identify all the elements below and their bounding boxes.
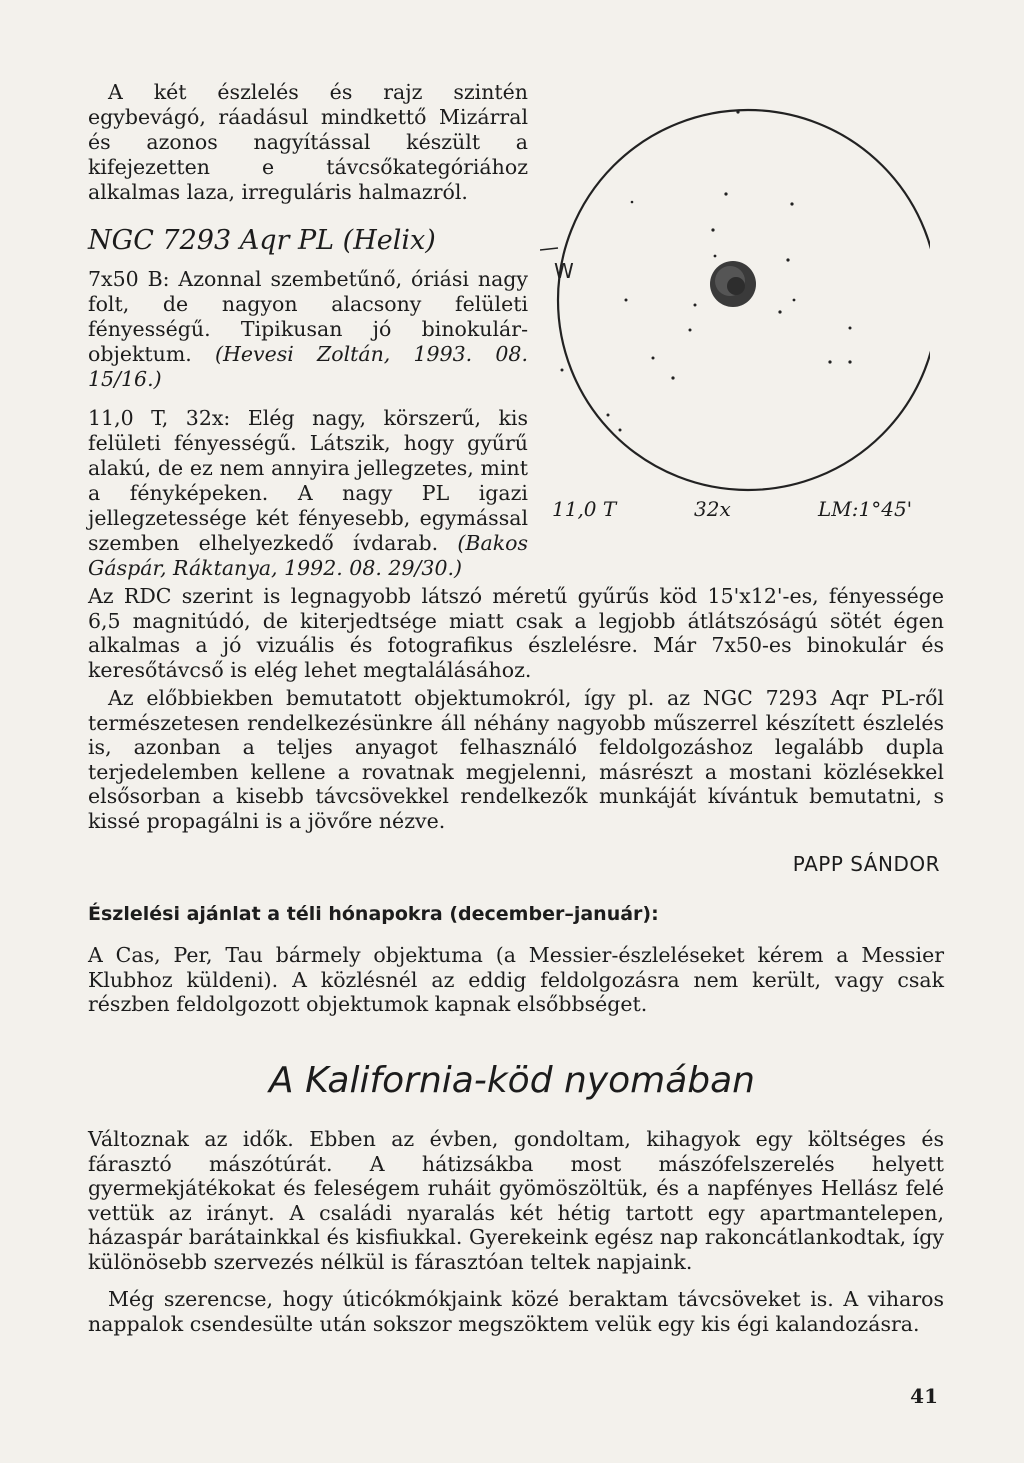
objects-section: [88, 686, 944, 833]
observation-2-observer: (Bakos Gáspár, Ráktanya, 1992. 08. 29/30.): [88, 531, 528, 580]
nebula: [710, 261, 756, 307]
caption-magnification: 32x: [694, 497, 731, 521]
direction-label: W: [554, 259, 574, 283]
observation-2: [88, 406, 528, 581]
recommendation-text: A Cas, Per, Tau bármely objektuma (a Messier-észleléseket kérem a Messier Klubhoz küldeni). A közlésnél az eddig feldolgozásra nem került, vagy csak részben feldolgozott objektumok kapnak elsőbbséget.: [88, 943, 944, 1016]
objects-paragraph: Az előbbiekben bemutatott objektumokról, így pl. az NGC 7293 Aqr PL-ről természetesen rendelkezésünkre áll néhány nagyobb műszerrel készített észlelés is, azonban a teljes anyagot felhasználó feldolgozáshoz legalább dupla terjedelemben kellene a rovatnak megjelenni, másrészt a mostani közlésekkel elsősorban a kisebb távcsövekkel rendelkezők munkáját kívántuk bemutatni, s kissé propagálni is a jövőre nézve.: [88, 686, 944, 833]
article-title: A Kalifornia-köd nyomában: [269, 1060, 755, 1101]
caption-telescope: 11,0 T: [552, 497, 617, 521]
author-signature: PAPP SÁNDOR: [792, 852, 940, 876]
ngc-heading: NGC 7293 Aqr PL (Helix): [88, 225, 436, 256]
recommendation-heading: Észlelési ajánlat a téli hónapokra (december–január):: [88, 903, 659, 925]
observation-1-observer: (Hevesi Zoltán, 1993. 08. 15/16.): [88, 342, 528, 391]
caption-limit: LM:1°45': [818, 497, 913, 521]
rdc-section: [88, 584, 944, 682]
article-section: [88, 1127, 944, 1274]
article-paragraph-2: Még szerencse, hogy úticókmókjaink közé beraktam távcsöveket is. A viharos nappalok csendesülte után sokszor megszöktem velük egy kis égi kalandozásra.: [88, 1287, 944, 1336]
intro-paragraph: A két észlelés és rajz szintén egybevágó, ráadásul mindkettő Mizárral és azonos nagyítással készült a kifejezetten e távcsőkategóriához alkalmas laza, irreguláris halmazról.: [88, 80, 528, 204]
left-column: [88, 80, 528, 595]
observation-1: [88, 267, 528, 392]
recommendation-section: [88, 943, 944, 1017]
page-number: 41: [910, 1384, 938, 1408]
rdc-paragraph: Az RDC szerint is legnagyobb látszó méretű gyűrűs köd 15'x12'-es, fényessége 6,5 magnitúdó, de kiterjedtsége miatt csak a legjobb átlátszóságú sötét égen alkalmas a jó vizuális és fotografikus észlelésre. Már 7x50-es binokulár és keresőtávcső is elég lehet megtalálásához.: [88, 584, 944, 682]
observation-2-text: 11,0 T, 32x: Elég nagy, körszerű, kis felületi fényességű. Látszik, hogy gyűrű alakú, de ez nem annyira jellegzetes, mint a fényképeken. A nagy PL igazi jellegzetessége két fényesebb, egymással szemben elhelyezkedő ívdarab.: [88, 406, 528, 555]
w-tick: [540, 248, 558, 250]
article-section-2: [88, 1287, 944, 1336]
field-stars: [561, 110, 852, 431]
observation-1-text: 7x50 B: Azonnal szembetűnő, óriási nagy folt, de nagyon alacsony felületi fényességű. Tipikusan jó binokulár-objektum.: [88, 267, 528, 366]
article-paragraph-1: Változnak az idők. Ebben az évben, gondoltam, kihagyok egy költséges és fárasztó mászótúrát. A hátizsákba most mászófelszerelés helyett gyermekjátékokat és feleségem ruháit gyömöszöltük, és a napfényes Hellász felé vettük az irányt. A családi nyaralás két hétig tartott egy apartmantelepen, házaspár barátainkkal és kisfiukkal. Gyerekeink egész nap rakoncátlankodtak, így különösebb szervezés nélkül is fárasztóan teltek napjaink.: [88, 1127, 944, 1274]
helix-sketch: [540, 100, 930, 500]
